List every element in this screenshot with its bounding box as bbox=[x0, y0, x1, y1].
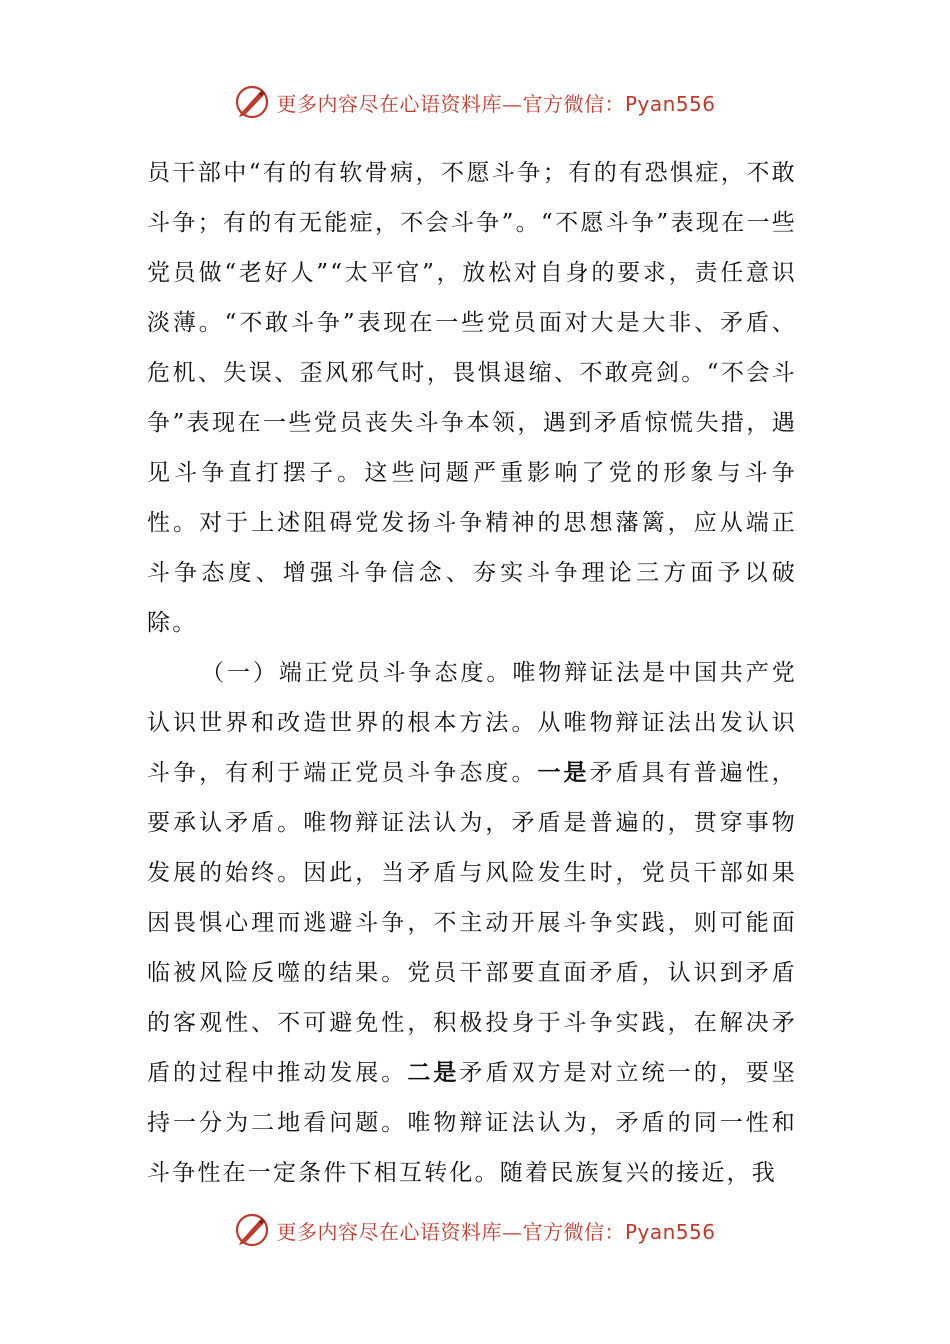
banner-text bbox=[276, 88, 715, 117]
paragraph-1: 员干部中“有的有软骨病，不愿斗争；有的有恐惧症，不敢斗争；有的有无能症，不会斗争”。“不愿斗争”表现在一些党员做“老好人”“太平官”，放松对自身的要求，责任意识淡薄。“不敢斗争”表现在一些党员面对大是大非、矛盾、危机、失误、歪风邪气时，畏惧退缩、不敢亮剑。“不会斗争”表现在一些党员丧失斗争本领，遇到矛盾惊慌失措，遇见斗争直打摆子。这些问题严重影响了党的形象与斗争性。对于上述阻碍党发扬斗争精神的思想藩篱，应从端正斗争态度、增强斗争信念、夯实斗争理论三方面予以破除。 bbox=[147, 160, 797, 636]
point-two-label: 二是 bbox=[407, 1059, 460, 1086]
point-one-text: 矛盾具有普遍性，要承认矛盾。唯物辩证法认为，矛盾是普遍的，贯穿事物发展的始终。因此，当矛盾与风险发生时，党员干部如果因畏惧心理而逃避斗争，不主动开展斗争实践，则可能面临被风险反噬的结果。党员干部要直面矛盾，认识到矛盾的客观性、不可避免性，积极投身于斗争实践，在解决矛盾的过程中推动发展。 bbox=[147, 760, 798, 1086]
point-one-label: 一是 bbox=[537, 759, 590, 786]
point-two-text: 矛盾双方是对立统一的，要坚持一分为二地看问题。唯物辩证法认为，矛盾的同一性和斗争性在一定条件下相互转化。随着民族复兴的接近，我 bbox=[147, 1060, 797, 1186]
footer-banner bbox=[0, 1212, 950, 1248]
document-body bbox=[147, 148, 797, 1198]
pen-logo-icon bbox=[234, 1212, 270, 1248]
paragraph-2 bbox=[147, 648, 797, 1198]
wechat-id: Pyan556 bbox=[624, 91, 716, 116]
paragraph-2-intro: （一）端正党员斗争态度。唯物辩证法是中国共产党认识世界和改造世界的根本方法。从唯物辩证法出发认识斗争，有利于端正党员斗争态度。 bbox=[147, 660, 797, 786]
wechat-id: Pyan556 bbox=[624, 1219, 716, 1244]
pen-logo-icon bbox=[234, 84, 270, 120]
banner-text bbox=[276, 1216, 715, 1245]
banner-label: 更多内容尽在心语资料库—官方微信： bbox=[276, 1219, 625, 1244]
banner-label: 更多内容尽在心语资料库—官方微信： bbox=[276, 91, 625, 116]
header-banner bbox=[0, 84, 950, 120]
